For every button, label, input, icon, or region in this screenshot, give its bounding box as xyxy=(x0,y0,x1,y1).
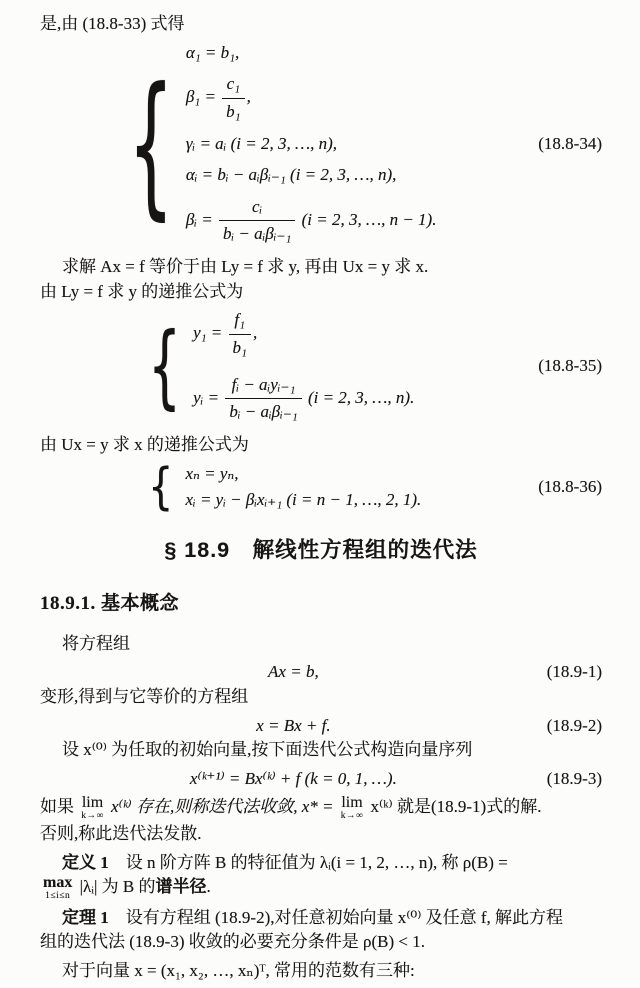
equation-line: βᵢ = $\frac{\text{cᵢ}}{\text{bᵢ − aᵢβᵢ₋₁}}$ (i = 2, 3, …, n − 1). xyxy=(186,195,437,247)
equation-line: yᵢ = $\frac{\text{fᵢ − aᵢyᵢ₋₁}}{\text{bᵢ − aᵢβᵢ₋₁}}$ (i = 2, 3, …, n). xyxy=(193,373,414,425)
paragraph-transform: 变形,得到与它等价的方程组 xyxy=(40,686,249,706)
intro-line: 是,由 (18.8-33) 式得 xyxy=(40,14,185,33)
paragraph-ux: 由 Ux = y 求 x 的递推公式为 xyxy=(40,434,249,454)
definition-1-line-2: max 1≤i≤n |λᵢ| 为 B 的谱半径. xyxy=(43,874,211,902)
max-operator: max 1≤i≤n xyxy=(43,874,73,902)
equation-18-9-3 xyxy=(40,767,602,792)
equation-label: (18.9-1) xyxy=(546,662,602,682)
definition-1 xyxy=(40,851,602,902)
paragraph-ly: 由 Ly = f 求 y 的递推公式为 xyxy=(40,281,244,301)
theorem-1 xyxy=(40,906,602,955)
equation-line: α₁ = b₁, xyxy=(185,42,240,62)
equation-lines xyxy=(186,41,437,247)
paragraph-norms-intro: 对于向量 x = (x₁, x₂, …, xₙ)ᵀ, 常用的范数有三种: xyxy=(62,961,415,981)
equation-18-8-35 xyxy=(40,308,602,425)
equation-18-9-2 xyxy=(40,714,602,739)
left-brace: { xyxy=(128,53,174,235)
theorem-1-line-2: 组的迭代法 (18.9-3) 收敛的必要充分条件是 ρ(B) < 1. xyxy=(40,932,425,952)
fraction: $\frac{\text{f₁}}{\text{b₁}}$ xyxy=(229,308,251,360)
subsection-title: 18.9.1. 基本概念 xyxy=(40,593,180,615)
paragraph-divergence: 否则,称此迭代法发散. xyxy=(40,823,202,843)
fraction: $\frac{\text{fᵢ − aᵢyᵢ₋₁}}{\text{bᵢ − aᵢβᵢ₋₁}}$ xyxy=(225,373,301,425)
theorem-tag: 定理 1 xyxy=(62,907,109,927)
equation-lines xyxy=(193,308,414,425)
equation-18-8-34 xyxy=(40,41,602,247)
equation-body: Ax = b, xyxy=(268,662,319,682)
equation-line: γᵢ = aᵢ (i = 2, 3, …, n), xyxy=(185,133,337,153)
equation-line: xₙ = yₙ, xyxy=(185,463,239,483)
equation-18-9-1 xyxy=(40,660,602,685)
equation-system xyxy=(128,41,436,247)
term-spectral-radius: 谱半径 xyxy=(155,877,207,897)
equation-body: x = Bx + f. xyxy=(256,715,331,735)
definition-1-line-1: 定义 1 设 n 阶方阵 B 的特征值为 λᵢ(i = 1, 2, …, n), 称 ρ(B) = xyxy=(62,852,508,872)
equation-label: (18.9-2) xyxy=(546,715,602,735)
equation-lines xyxy=(185,462,421,513)
equation-label: (18.8-35) xyxy=(538,356,602,376)
lim-operator: lim k→∞ xyxy=(340,794,364,822)
paragraph-system: 将方程组 xyxy=(62,633,130,653)
equation-label: (18.9-3) xyxy=(546,768,602,788)
left-brace: { xyxy=(148,458,174,516)
paragraph-initial: 设 x⁽⁰⁾ 为任取的初始向量,按下面迭代公式构造向量序列 xyxy=(62,740,473,760)
equation-line: β₁ = $\frac{\text{c₁}}{\text{b₁}}$ , xyxy=(186,72,437,124)
section-title: § 18.9 解线性方程组的迭代法 xyxy=(164,537,478,562)
definition-tag: 定义 1 xyxy=(62,852,109,872)
left-brace: { xyxy=(148,314,182,420)
equation-body: x⁽ᵏ⁺¹⁾ = Bx⁽ᵏ⁾ + f (k = 0, 1, …). xyxy=(189,768,397,788)
equation-system xyxy=(148,458,422,516)
equation-line: y₁ = $\frac{\text{f₁}}{\text{b₁}}$ , xyxy=(193,308,414,360)
equation-line: αᵢ = bᵢ − aᵢβᵢ₋₁ (i = 2, 3, …, n), xyxy=(185,165,397,185)
fraction: $\frac{\text{cᵢ}}{\text{bᵢ − aᵢβᵢ₋₁}}$ xyxy=(219,195,295,247)
theorem-1-line-1: 定理 1 设有方程组 (18.9-2),对任意初始向量 x⁽⁰⁾ 及任意 f, 解此方程 xyxy=(62,907,564,927)
lim-operator: lim k→∞ xyxy=(81,794,104,822)
equation-line: xᵢ = yᵢ − βᵢxᵢ₊₁ (i = n − 1, …, 2, 1). xyxy=(185,490,422,510)
paragraph-convergence: 如果 lim k→∞ x⁽ᵏ⁾ 存在,则称迭代法收敛, x* = lim k→∞ x⁽ᵏ⁾ 就是(18.9-1)式的解. xyxy=(40,794,542,822)
equation-system xyxy=(148,308,414,425)
equation-18-8-36 xyxy=(40,458,602,516)
equation-label: (18.8-34) xyxy=(538,133,602,153)
equation-label: (18.8-36) xyxy=(538,476,602,496)
fraction: $\frac{\text{c₁}}{\text{b₁}}$ xyxy=(222,72,244,124)
paragraph-solve: 求解 Ax = f 等价于由 Ly = f 求 y, 再由 Ux = y 求 x. xyxy=(62,257,429,277)
